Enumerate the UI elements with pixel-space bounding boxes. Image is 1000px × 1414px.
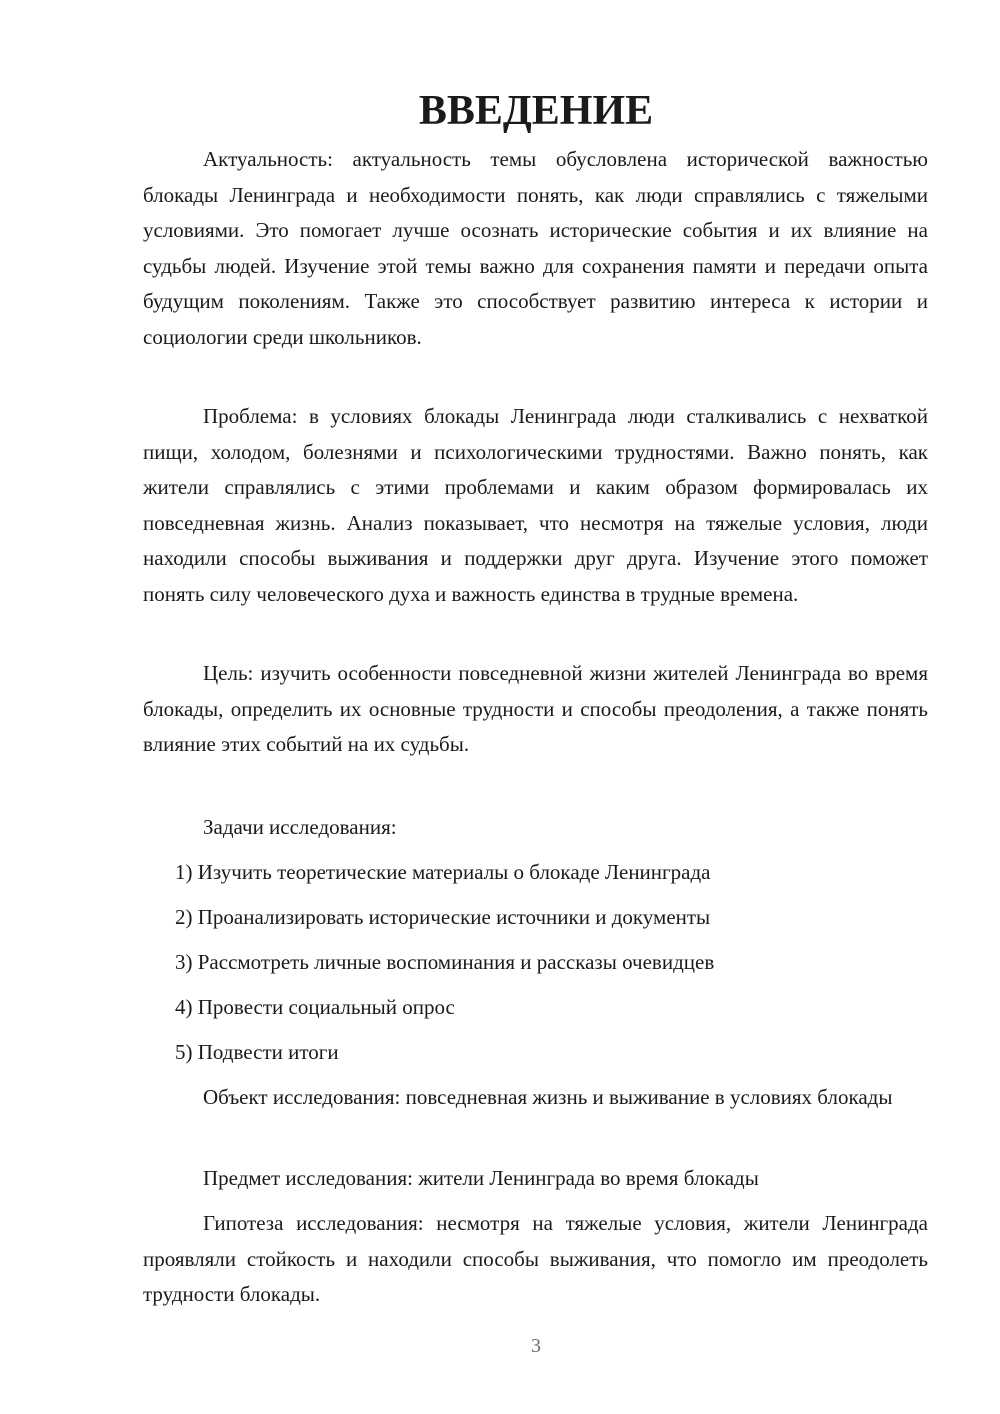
object-paragraph: Объект исследования: повседневная жизнь и выживание в условиях блокады xyxy=(203,1085,893,1109)
section-heading: ВВЕДЕНИЕ xyxy=(418,88,654,134)
task-item: 4) Провести социальный опрос xyxy=(175,995,455,1019)
task-item: 1) Изучить теоретические материалы о блокаде Ленинграда xyxy=(175,860,711,884)
goal-paragraph: Цель: изучить особенности повседневной жизни жителей Ленинграда во время блокады, определить их основные трудности и способы преодоления, а также понять влияние этих событий на их судьбы. xyxy=(143,661,928,756)
subject-paragraph: Предмет исследования: жители Ленинграда во время блокады xyxy=(203,1166,759,1190)
task-item: 2) Проанализировать исторические источники и документы xyxy=(175,905,711,929)
task-item: 3) Рассмотреть личные воспоминания и рассказы очевидцев xyxy=(175,950,715,974)
task-item: 5) Подвести итоги xyxy=(175,1040,339,1064)
page-number: 3 xyxy=(531,1335,541,1357)
relevance-paragraph: Актуальность: актуальность темы обусловлена исторической важностью блокады Ленинграда и необходимости понять, как люди справлялись с тяжелыми условиями. Это помогает лучше осознать исторические события и их влияние на судьбы людей. Изучение этой темы важно для сохранения памяти и передачи опыта будущим поколениям. Также это способствует развитию интереса к истории и социологии среди школьников. xyxy=(143,147,928,349)
hypothesis-paragraph: Гипотеза исследования: несмотря на тяжелые условия, жители Ленинграда проявляли стойкость и находили способы выживания, что помогло им преодолеть трудности блокады. xyxy=(143,1211,928,1306)
problem-paragraph: Проблема: в условиях блокады Ленинграда люди сталкивались с нехваткой пищи, холодом, болезнями и психологическими трудностями. Важно понять, как жители справлялись с этими проблемами и каким образом формировалась их повседневная жизнь. Анализ показывает, что несмотря на тяжелые условия, люди находили способы выживания и поддержки друг друга. Изучение этого поможет понять силу человеческого духа и важность единства в трудные времена. xyxy=(143,404,928,606)
tasks-heading: Задачи исследования: xyxy=(203,815,397,839)
